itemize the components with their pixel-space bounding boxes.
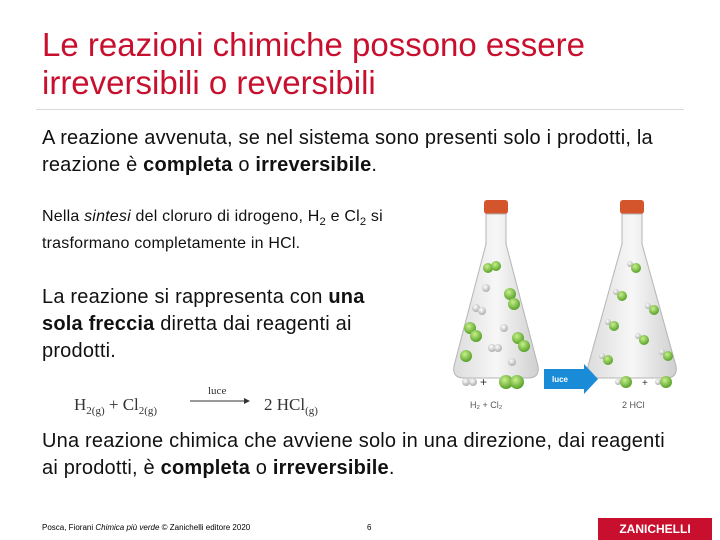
paragraph-intro: A reazione avvenuta, se nel sistema sono presenti solo i prodotti, la reazione è completa o irreversibile.	[42, 127, 653, 176]
svg-text:+: +	[480, 375, 488, 389]
svg-text:H₂ + Cl₂: H₂ + Cl₂	[470, 400, 503, 410]
svg-text:2 HCl: 2 HCl	[622, 400, 645, 410]
paragraph-conclusion: Una reazione chimica che avviene solo in una direzione, dai reagenti ai prodotti, è completa o irreversibile.	[42, 430, 665, 479]
svg-text:H2(g) + Cl2(g): $H_{2(g)} + Cl_{2(g)}$	[74, 395, 158, 417]
title-divider	[36, 109, 684, 110]
page-number: 6	[367, 523, 372, 532]
reaction-flasks-figure	[440, 196, 700, 414]
svg-text:luce: luce	[208, 385, 227, 397]
svg-text:2 HCl(g): 2 HCl$_{(g)}$	[264, 395, 318, 417]
chemical-equation	[72, 382, 372, 422]
footer-credits: Posca, Fiorani Chimica più verde © Zanichelli editore 2020	[42, 523, 251, 532]
paragraph-synthesis: Nella sintesi del cloruro di idrogeno, $H_2$ e $Cl_2$ si trasformano completamente in HCl.	[42, 208, 383, 253]
svg-text:luce: luce	[552, 375, 569, 384]
left-flask	[454, 200, 539, 378]
right-flask	[588, 200, 677, 378]
paragraph-arrow: La reazione si rappresenta con una sola freccia diretta dai reagenti ai prodotti.	[42, 286, 365, 362]
svg-text:+: +	[642, 378, 648, 389]
publisher-logo: ZANICHELLI	[598, 518, 712, 540]
slide-title: Le reazioni chimiche possono essere irreversibili o reversibili	[42, 26, 585, 101]
